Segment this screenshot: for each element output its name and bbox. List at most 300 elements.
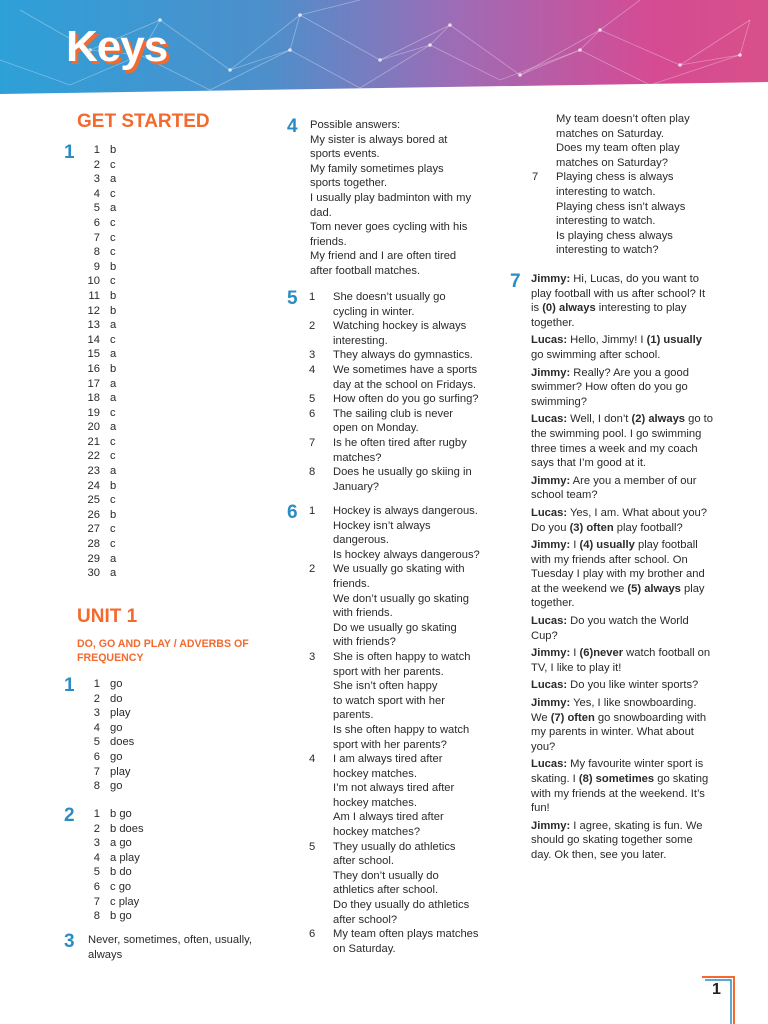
dialogue-text: play football? <box>613 521 683 534</box>
text-line: My sister is always bored at <box>310 133 448 146</box>
speaker-name: Jimmy: <box>531 539 571 552</box>
answer-row <box>72 333 116 348</box>
answer-value: b <box>110 508 117 521</box>
answer-row <box>72 677 134 692</box>
exercise-number: 5 <box>287 288 298 309</box>
answer-number: 3 <box>93 173 100 186</box>
answer-value: c <box>110 450 116 463</box>
dialogue-text: Yes, I like snowboarding. We <box>531 697 697 724</box>
answer-row <box>72 508 116 523</box>
answer-row <box>72 765 134 780</box>
answer-value: c <box>110 231 116 244</box>
text-line: interesting to watch? <box>556 244 659 257</box>
answer-number: 21 <box>87 435 100 448</box>
answer-number: 30 <box>87 567 100 580</box>
text-line: with friends. <box>333 607 393 620</box>
speaker-name: Jimmy: <box>531 474 571 487</box>
answer-row <box>72 836 144 851</box>
answer-value: play <box>110 707 131 720</box>
text-line: We sometimes have a sports <box>333 363 478 376</box>
text-line: My team doesn’t often play <box>556 113 690 125</box>
answer-number: 6 <box>93 216 100 229</box>
dialogue-text: go to the swimming pool. I go swimming three times a week and my coach says that I’m good at it. <box>531 413 714 470</box>
answer-text-get-started-4 <box>310 118 510 279</box>
answer-text <box>333 650 514 752</box>
dialogue-text: play together. <box>531 582 705 610</box>
answer-text <box>333 504 514 562</box>
text-line: Hockey isn’t always <box>333 519 431 532</box>
dialogue-text: go skating with my friends at the weekend. It’s fun! <box>531 773 709 815</box>
dialogue-unit1-7 <box>531 272 716 866</box>
answer-item <box>309 465 514 494</box>
answer-value: a play <box>110 851 140 864</box>
answer-value: a <box>110 421 117 434</box>
answer-item <box>309 752 514 840</box>
answer-number: 4 <box>309 753 316 766</box>
text-line: Playing chess is always <box>556 171 674 184</box>
answer-number: 3 <box>93 837 100 850</box>
answer-item <box>309 650 514 752</box>
answer-row <box>72 735 134 750</box>
answer-row <box>72 420 116 435</box>
text-line: She isn’t often happy <box>333 680 438 693</box>
page-title: Keys <box>66 22 168 71</box>
answer-row <box>72 406 116 421</box>
answer-row <box>72 779 134 794</box>
dialogue-text: go swimming after school. <box>531 348 661 361</box>
answer-value: c play <box>110 895 140 908</box>
speaker-name: Lucas: <box>531 506 568 519</box>
answer-text-unit1-3 <box>88 933 278 962</box>
answer-number: 7 <box>532 171 539 184</box>
answer-item <box>309 407 514 436</box>
dialogue-text: Hi, Lucas, do you want to play football with us after school? It is <box>531 273 706 315</box>
text-line: friends. <box>310 235 347 248</box>
answer-row <box>72 880 144 895</box>
dialogue-line <box>531 333 716 362</box>
text-line: sport with her parents? <box>333 738 447 751</box>
answer-value: a <box>110 173 117 186</box>
text-line: My family sometimes plays <box>310 162 444 175</box>
answer-number: 14 <box>87 333 100 346</box>
answer-value: go <box>110 750 123 763</box>
answer-number: 29 <box>87 552 100 565</box>
exercise-number: 6 <box>287 502 298 523</box>
answer-value: does <box>110 736 135 749</box>
answer-number: 4 <box>93 721 100 734</box>
answer-number: 2 <box>309 563 316 576</box>
answer-value: b <box>110 289 117 302</box>
text-line: hockey matches? <box>333 826 421 839</box>
answer-number: 7 <box>93 231 100 244</box>
text-line: She is often happy to watch <box>333 650 471 663</box>
section-title-unit1: UNIT 1 <box>77 606 138 627</box>
answer-number: 4 <box>93 851 100 864</box>
dialogue-text: interesting to play together. <box>531 302 687 329</box>
answer-number: 2 <box>93 692 100 705</box>
answer-value: c <box>110 538 116 551</box>
answer-number: 6 <box>93 750 100 763</box>
answer-number: 26 <box>87 508 100 521</box>
text-line: Never, sometimes, often, usually, <box>88 934 252 946</box>
answer-number: 8 <box>93 246 100 259</box>
answer-row <box>72 201 116 216</box>
dialogue-text: Do you like winter sports? <box>567 679 699 692</box>
answer-number: 3 <box>309 650 316 663</box>
answer-number: 22 <box>87 450 100 463</box>
answer-number: 1 <box>309 505 316 517</box>
answer-row <box>72 537 116 552</box>
answer-row <box>72 158 116 173</box>
page-number: 1 <box>712 981 721 998</box>
answer-number: 3 <box>93 707 100 720</box>
exercise-number: 7 <box>510 271 521 292</box>
answer-item <box>309 363 514 392</box>
answer-number: 25 <box>87 494 100 507</box>
answer-bold: (5) always <box>627 582 681 595</box>
answer-value: b does <box>110 822 144 835</box>
text-line: dad. <box>310 206 332 219</box>
text-line: sports together. <box>310 177 388 190</box>
answer-value: b do <box>110 866 132 879</box>
speaker-name: Jimmy: <box>531 697 571 710</box>
answer-list-unit1-2 <box>72 807 144 924</box>
answer-value: a <box>110 319 117 332</box>
dialogue-text: I <box>570 539 580 552</box>
text-line: Is she often happy to watch <box>333 723 470 736</box>
answer-bold: (0) always <box>542 302 596 315</box>
answer-value: c <box>110 523 116 536</box>
answer-number: 6 <box>309 407 316 420</box>
dialogue-text: I agree, skating is fun. We should go skating together some day. Ok then, see you later. <box>531 819 703 861</box>
answer-value: c <box>110 333 116 346</box>
answer-number: 1 <box>93 678 100 690</box>
answer-number: 7 <box>309 436 316 449</box>
text-line: Playing chess isn’t always <box>556 200 686 213</box>
text-line: Does he usually go skiing in <box>333 466 472 479</box>
dialogue-line <box>531 272 716 330</box>
answer-value: c <box>110 158 116 171</box>
dialogue-line <box>531 412 716 470</box>
answer-number: 5 <box>93 736 100 749</box>
answer-number: 10 <box>87 275 100 288</box>
answer-bold: (1) usually <box>646 334 702 347</box>
answer-number: 5 <box>93 866 100 879</box>
text-line: Am I always tired after <box>333 811 444 824</box>
speaker-name: Lucas: <box>531 615 568 628</box>
text-line: My team often plays matches <box>333 928 479 941</box>
answer-bold: (4) usually <box>579 539 635 552</box>
answer-row <box>72 865 144 880</box>
answer-number: 12 <box>87 304 100 317</box>
answer-row <box>72 318 116 333</box>
dialogue-text: Really? Are you a good swimmer? How often do you go swimming? <box>531 366 689 408</box>
text-line: Tom never goes cycling with his <box>310 221 468 234</box>
dialogue-line <box>531 678 716 693</box>
text-line: Is playing chess always <box>556 229 673 242</box>
answer-value: do <box>110 692 123 705</box>
answer-item <box>309 290 514 319</box>
answer-row <box>72 143 116 158</box>
text-line: I’m not always tired after <box>333 782 455 795</box>
answer-row <box>72 172 116 187</box>
answer-value: go <box>110 678 123 690</box>
text-line: We don’t usually go skating <box>333 592 469 605</box>
dialogue-line <box>531 366 716 410</box>
answer-value: b <box>110 304 117 317</box>
answer-number: 5 <box>309 840 316 853</box>
answer-text <box>333 436 514 465</box>
exercise-number: 1 <box>64 675 75 696</box>
answer-value: a <box>110 348 117 361</box>
speaker-name: Lucas: <box>531 334 568 347</box>
text-line: matches? <box>333 451 382 464</box>
answer-value: c <box>110 246 116 259</box>
text-line: I am always tired after <box>333 753 443 766</box>
answer-row <box>72 479 116 494</box>
text-line: matches on Saturday? <box>556 156 668 169</box>
exercise-number: 2 <box>64 805 75 826</box>
answer-number: 7 <box>93 765 100 778</box>
answer-bold: (6)never <box>579 647 624 660</box>
answer-item <box>309 562 514 650</box>
answer-number: 17 <box>87 377 100 390</box>
text-line: on Saturday. <box>333 942 396 955</box>
text-line: The sailing club is never <box>333 407 454 420</box>
answer-row <box>72 274 116 289</box>
answer-item <box>309 348 514 363</box>
answer-row <box>72 522 116 537</box>
text-line: January? <box>333 480 380 493</box>
dialogue-line <box>531 757 716 815</box>
answer-list-get-started-1 <box>72 143 116 581</box>
answer-text <box>333 392 514 407</box>
answer-value: a <box>110 377 117 390</box>
answer-row <box>72 895 144 910</box>
answer-number: 3 <box>309 349 316 362</box>
answer-list-unit1-5 <box>309 290 514 494</box>
dialogue-text: Hello, Jimmy! I <box>567 334 647 347</box>
text-line: She doesn’t usually go <box>333 291 446 303</box>
answer-row <box>72 245 116 260</box>
answer-number: 9 <box>93 260 100 273</box>
dialogue-line <box>531 506 716 535</box>
text-line: day at the school on Fridays. <box>333 378 477 391</box>
answer-row <box>72 721 134 736</box>
answer-row <box>72 464 116 479</box>
answer-number: 13 <box>87 319 100 332</box>
answer-number: 19 <box>87 406 100 419</box>
answer-item <box>309 927 514 956</box>
answer-bold: (7) often <box>550 711 595 724</box>
answer-value: a <box>110 465 117 478</box>
text-line: They don’t usually do <box>333 869 439 882</box>
text-line: Is hockey always dangerous? <box>333 548 480 561</box>
answer-row <box>72 289 116 304</box>
exercise-number: 3 <box>64 931 75 952</box>
answer-item <box>309 504 514 562</box>
answer-row <box>72 347 116 362</box>
answer-number: 2 <box>93 158 100 171</box>
answer-value: c <box>110 187 116 200</box>
answer-text <box>333 407 514 436</box>
answer-number: 24 <box>87 479 100 492</box>
answer-bold: (3) often <box>569 521 614 534</box>
answer-value: b go <box>110 910 132 923</box>
text-line: I usually play badminton with my <box>310 191 472 204</box>
answer-value: go <box>110 780 123 793</box>
answer-value: b <box>110 260 117 273</box>
dialogue-line <box>531 646 716 675</box>
answer-value: b <box>110 362 117 375</box>
answer-row <box>72 231 116 246</box>
answer-text <box>333 290 514 319</box>
text-line: parents. <box>333 709 374 722</box>
answer-row <box>72 377 116 392</box>
answer-row <box>72 304 116 319</box>
speaker-name: Lucas: <box>531 679 568 692</box>
answer-item <box>532 170 732 258</box>
answer-value: play <box>110 765 131 778</box>
answer-row <box>72 260 116 275</box>
answer-number: 28 <box>87 538 100 551</box>
answer-text <box>333 348 514 363</box>
answer-value: c <box>110 435 116 448</box>
answer-text <box>333 840 514 928</box>
answer-value: c <box>110 216 116 229</box>
text-line: after school. <box>333 855 394 868</box>
answer-text <box>333 927 514 956</box>
answer-list-unit1-6 <box>309 504 514 956</box>
answer-row <box>72 566 116 581</box>
answer-text <box>333 363 514 392</box>
dialogue-text: go snowboarding with my parents in winter. What about you? <box>531 711 707 753</box>
answer-number: 1 <box>93 808 100 820</box>
answer-number: 2 <box>309 320 316 333</box>
answer-number: 5 <box>309 393 316 406</box>
answer-number: 27 <box>87 523 100 536</box>
answer-row <box>72 807 144 822</box>
text-line: after football matches. <box>310 264 421 277</box>
text-line: interesting to watch. <box>556 185 656 198</box>
text-line: cycling in winter. <box>333 305 415 318</box>
answer-value: c <box>110 406 116 419</box>
answer-number: 2 <box>93 822 100 835</box>
text-line: Do they usually do athletics <box>333 899 470 912</box>
answer-row <box>72 552 116 567</box>
answer-text <box>333 562 514 650</box>
answer-value: a <box>110 567 117 580</box>
answer-row <box>72 362 116 377</box>
answer-value: b <box>110 479 117 492</box>
text-line: Possible answers: <box>310 119 401 131</box>
section-title-get-started: GET STARTED <box>77 111 210 132</box>
text-line: Do we usually go skating <box>333 621 457 634</box>
answer-number: 1 <box>309 291 316 303</box>
text-line: Is he often tired after rugby <box>333 436 467 449</box>
answer-row <box>72 692 134 707</box>
answer-number: 5 <box>93 202 100 215</box>
answer-number: 1 <box>93 144 100 156</box>
text-line: They usually do athletics <box>333 840 456 853</box>
speaker-name: Jimmy: <box>531 647 571 660</box>
speaker-name: Lucas: <box>531 413 568 426</box>
answer-number: 7 <box>93 895 100 908</box>
answer-value: c go <box>110 880 132 893</box>
answer-value: a go <box>110 837 132 850</box>
answer-item <box>309 840 514 928</box>
dialogue-line <box>531 538 716 611</box>
dialogue-text: Yes, I am. What about you? Do you <box>531 506 707 534</box>
text-line: We usually go skating with <box>333 563 465 576</box>
text-line: always <box>88 948 123 961</box>
dialogue-line <box>531 614 716 643</box>
answer-value: a <box>110 202 117 215</box>
answer-number: 6 <box>309 928 316 941</box>
answer-item <box>309 392 514 407</box>
text-line: sports events. <box>310 148 380 161</box>
answer-value: c <box>110 494 116 507</box>
text-line: sport with her parents. <box>333 665 444 678</box>
text-line: open on Monday. <box>333 422 419 435</box>
text-line: Hockey is always dangerous. <box>333 505 478 517</box>
answer-row <box>72 449 116 464</box>
answer-number: 16 <box>87 362 100 375</box>
answer-text <box>556 170 732 258</box>
answer-text <box>333 319 514 348</box>
answer-row <box>72 909 144 924</box>
answer-row <box>72 391 116 406</box>
exercise-number: 4 <box>287 116 298 137</box>
answer-number: 11 <box>88 289 100 302</box>
answer-number: 15 <box>87 348 100 361</box>
speaker-name: Jimmy: <box>531 366 571 379</box>
answer-number: 8 <box>309 466 316 479</box>
answer-value: b go <box>110 808 132 820</box>
text-line: Does my team often play <box>556 142 680 155</box>
answer-row <box>72 822 144 837</box>
text-line: hockey matches. <box>333 767 417 780</box>
text-line: to watch sport with her <box>333 694 445 707</box>
text-line: dangerous. <box>333 534 389 547</box>
answer-bold: (8) sometimes <box>578 773 655 785</box>
answer-row <box>72 706 134 721</box>
answer-value: go <box>110 721 123 734</box>
answer-item <box>309 319 514 348</box>
answer-number: 8 <box>93 910 100 923</box>
text-line: interesting to watch. <box>556 215 656 228</box>
dialogue-text: Are you a member of our school team? <box>531 474 697 502</box>
answer-row <box>72 750 134 765</box>
answer-item <box>309 436 514 465</box>
answer-row <box>72 851 144 866</box>
answer-value: a <box>110 552 117 565</box>
answer-number: 18 <box>87 392 100 405</box>
answer-number <box>532 112 556 170</box>
dialogue-line <box>531 474 716 503</box>
text-line: athletics after school. <box>333 884 439 897</box>
answer-list-unit1-1 <box>72 677 134 794</box>
text-line: My friend and I are often tired <box>310 250 457 263</box>
dialogue-text: watch football on TV, I like to play it! <box>531 647 711 674</box>
exercise-number: 1 <box>64 142 75 163</box>
answer-number: 4 <box>309 363 316 376</box>
answer-item <box>532 112 732 170</box>
dialogue-text: Do you watch the World Cup? <box>531 615 689 642</box>
dialogue-text: My favourite winter sport is skating. I <box>531 758 704 785</box>
section-subtitle: DO, GO AND PLAY / ADVERBS OF FREQUENCY <box>77 638 249 664</box>
text-line: after school? <box>333 913 398 926</box>
